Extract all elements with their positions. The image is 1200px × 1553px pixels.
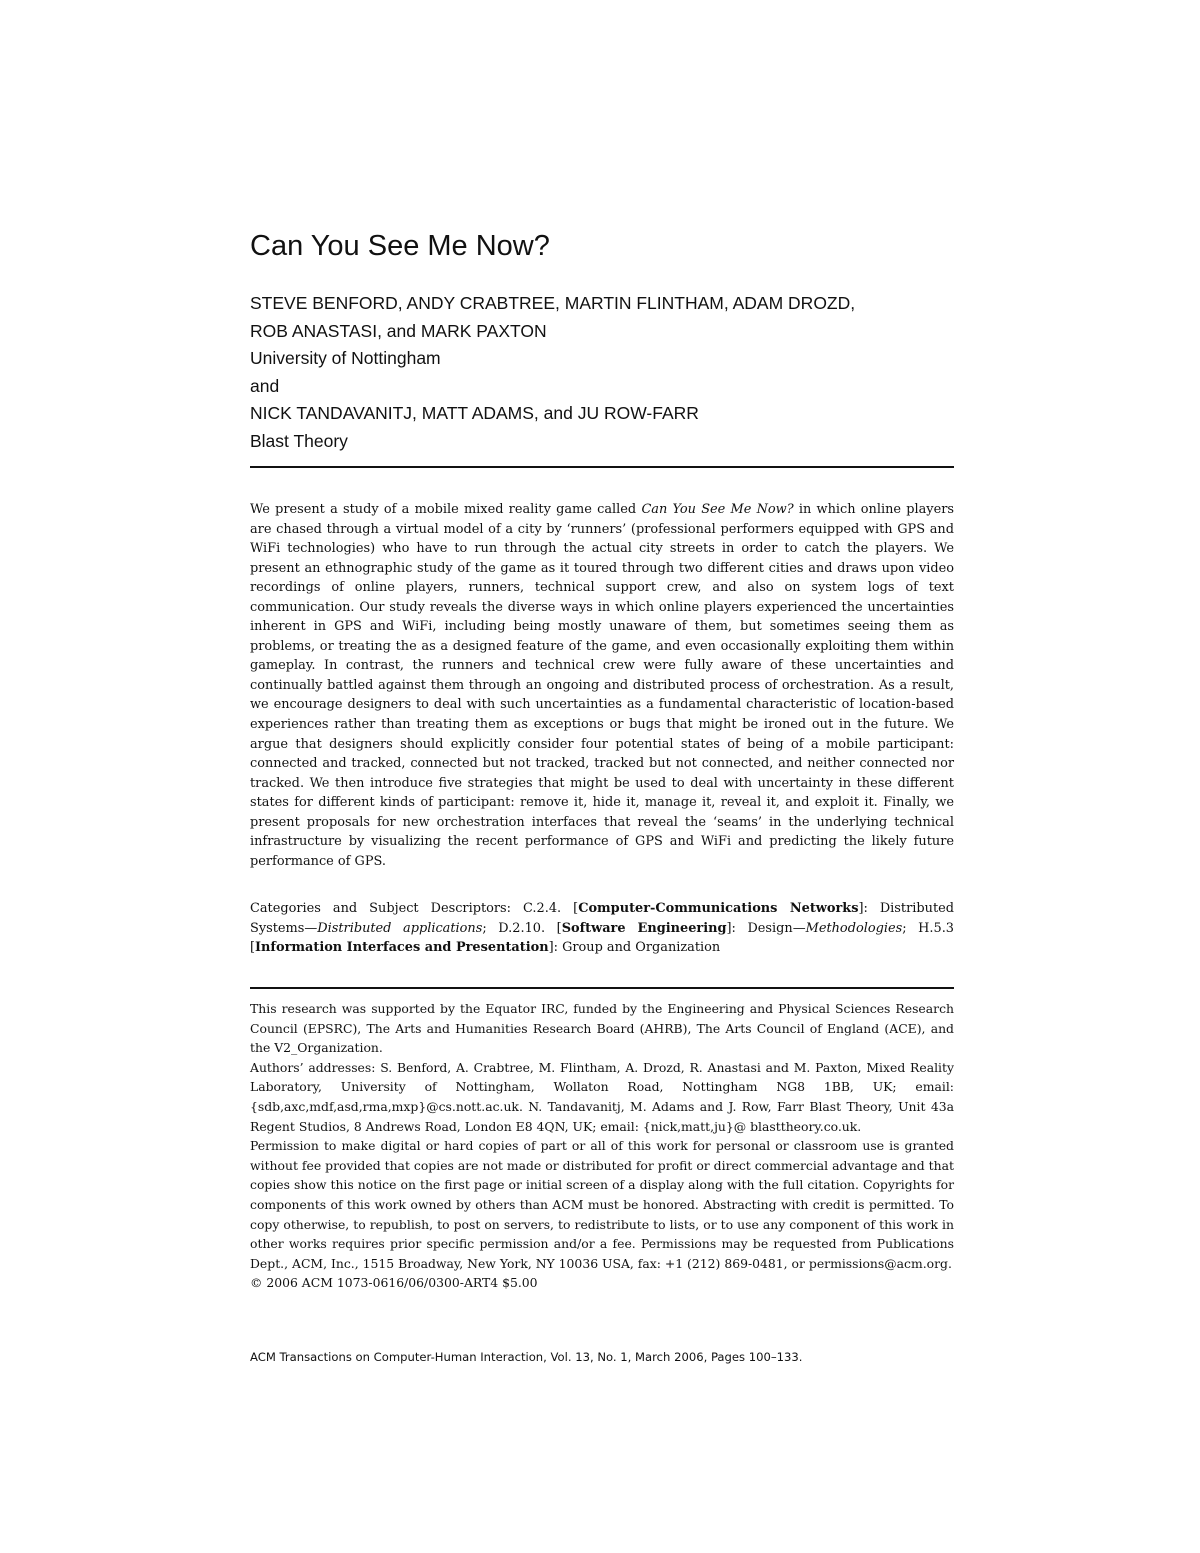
abstract-game-title: Can You See Me Now? bbox=[641, 502, 794, 517]
descriptor-text: ]: Distributed Systems— bbox=[250, 901, 954, 936]
descriptor-italic: Distributed applications bbox=[317, 920, 483, 936]
descriptor-bold: Software Engineering bbox=[561, 920, 727, 936]
descriptor-text: ]: Design— bbox=[726, 920, 806, 936]
descriptor-italic: Methodologies bbox=[805, 920, 903, 936]
footnote-divider bbox=[250, 987, 954, 989]
paper-title: Can You See Me Now? bbox=[250, 230, 550, 262]
author-conjunction: and bbox=[250, 375, 280, 396]
author-names-line-1: STEVE BENFORD, ANDY CRABTREE, MARTIN FLINTHAM, ADAM DROZD, bbox=[250, 293, 856, 313]
descriptor-text: ; H.5.3 [ bbox=[250, 920, 954, 956]
affiliation-nottingham: University of Nottingham bbox=[250, 348, 441, 368]
header-divider bbox=[250, 466, 954, 468]
permission-notice: Permission to make digital or hard copies of part or all of this work for personal or classroom use is granted without fee provided that copies are not made or distributed for profit or direct commercial advantage and that copies show this notice on the first page or initial screen of a display along with the full citation. Copyrights for components of this work owned by others than ACM must be honored. Abstracting with credit is permitted. To copy otherwise, to republish, to post on servers, to redistribute to lists, or to use any component of this work in other works requires prior specific permission and/or a fee. Permissions may be requested from Publications Dept., ACM, Inc., 1515 Broadway, New York, NY 10036 USA, fax: +1 (212) 869-0481, or permissions@acm.org. bbox=[250, 1138, 954, 1271]
footnote-block bbox=[250, 999, 954, 1293]
author-names-blast-theory: NICK TANDAVANITJ, MATT ADAMS, and JU ROW-FARR bbox=[250, 403, 699, 423]
authors-addresses: Authors’ addresses: S. Benford, A. Crabtree, M. Flintham, A. Drozd, R. Anastasi and M. Paxton, Mixed Reality Laboratory, University of Nottingham, Wollaton Road, Nottingham NG8 1BB, UK; email: {sdb,axc,mdf,asd,rma,mxp}@cs.nott.ac.uk. N. Tandavanitj, M. Adams and J. Row, Farr Blast Theory, Unit 43a Regent Studios, 8 Andrews Road, London E8 4QN, UK; email: {nick,matt,ju}@ blasttheory.co.uk. bbox=[250, 1059, 954, 1134]
descriptor-text: ; D.2.10. [ bbox=[482, 920, 562, 936]
affiliation-blast-theory: Blast Theory bbox=[250, 430, 348, 451]
abstract bbox=[250, 500, 954, 871]
funding-note: This research was supported by the Equator IRC, funded by the Engineering and Physical Sciences Research Council (EPSRC), The Arts and Humanities Research Board (AHRB), The Arts Council of England (ACE), and the V2_Organization. bbox=[250, 1001, 954, 1056]
copyright-line: © 2006 ACM 1073-0616/06/0300-ART4 $5.00 bbox=[250, 1275, 538, 1291]
subject-descriptors bbox=[250, 899, 954, 958]
descriptor-text: ]: Group and Organization bbox=[548, 940, 721, 956]
abstract-text-start: We present a study of a mobile mixed reality game called bbox=[250, 502, 642, 517]
author-block bbox=[250, 290, 956, 455]
descriptor-text: Categories and Subject Descriptors: C.2.4. [ bbox=[250, 901, 579, 916]
descriptor-bold: Computer-Communications Networks bbox=[578, 901, 859, 916]
author-names-line-2: ROB ANASTASI, and MARK PAXTON bbox=[250, 320, 547, 341]
journal-citation: ACM Transactions on Computer-Human Interaction, Vol. 13, No. 1, March 2006, Pages 100–133. bbox=[250, 1350, 803, 1364]
descriptor-bold: Information Interfaces and Presentation bbox=[255, 940, 549, 956]
abstract-text-rest: in which online players are chased through a virtual model of a city by ‘runners’ (professional performers equipped with GPS and WiFi technologies) who have to run through the actual city streets in order to catch the players. We present an ethnographic study of the game as it toured through two different cities and draws upon video recordings of online players, runners, technical support crew, and also on system logs of text communication. Our study reveals the diverse ways in which online players experienced the uncertainties inherent in GPS and WiFi, including being mostly unaware of them, but sometimes seeing them as problems, or treating the as a designed feature of the game, and even occasionally exploiting them within gameplay. In contrast, the runners and technical crew were fully aware of these uncertainties and continually battled against them through an ongoing and distributed process of orchestration. As a result, we encourage designers to deal with such uncertainties as a fundamental characteristic of location-based experiences rather than treating them as exceptions or bugs that might be ironed out in the future. We argue that designers should explicitly consider four potential states of being of a mobile participant: connected and tracked, connected but not tracked, tracked but not connected, and neither connected nor tracked. We then introduce five strategies that might be used to deal with uncertainty in these different states for different kinds of participant: remove it, hide it, manage it, reveal it, and exploit it. Finally, we present proposals for new orchestration interfaces that reveal the ‘seams’ in the underlying technical infrastructure by visualizing the recent performance of GPS and WiFi and predicting the likely future performance of GPS. bbox=[250, 502, 954, 869]
